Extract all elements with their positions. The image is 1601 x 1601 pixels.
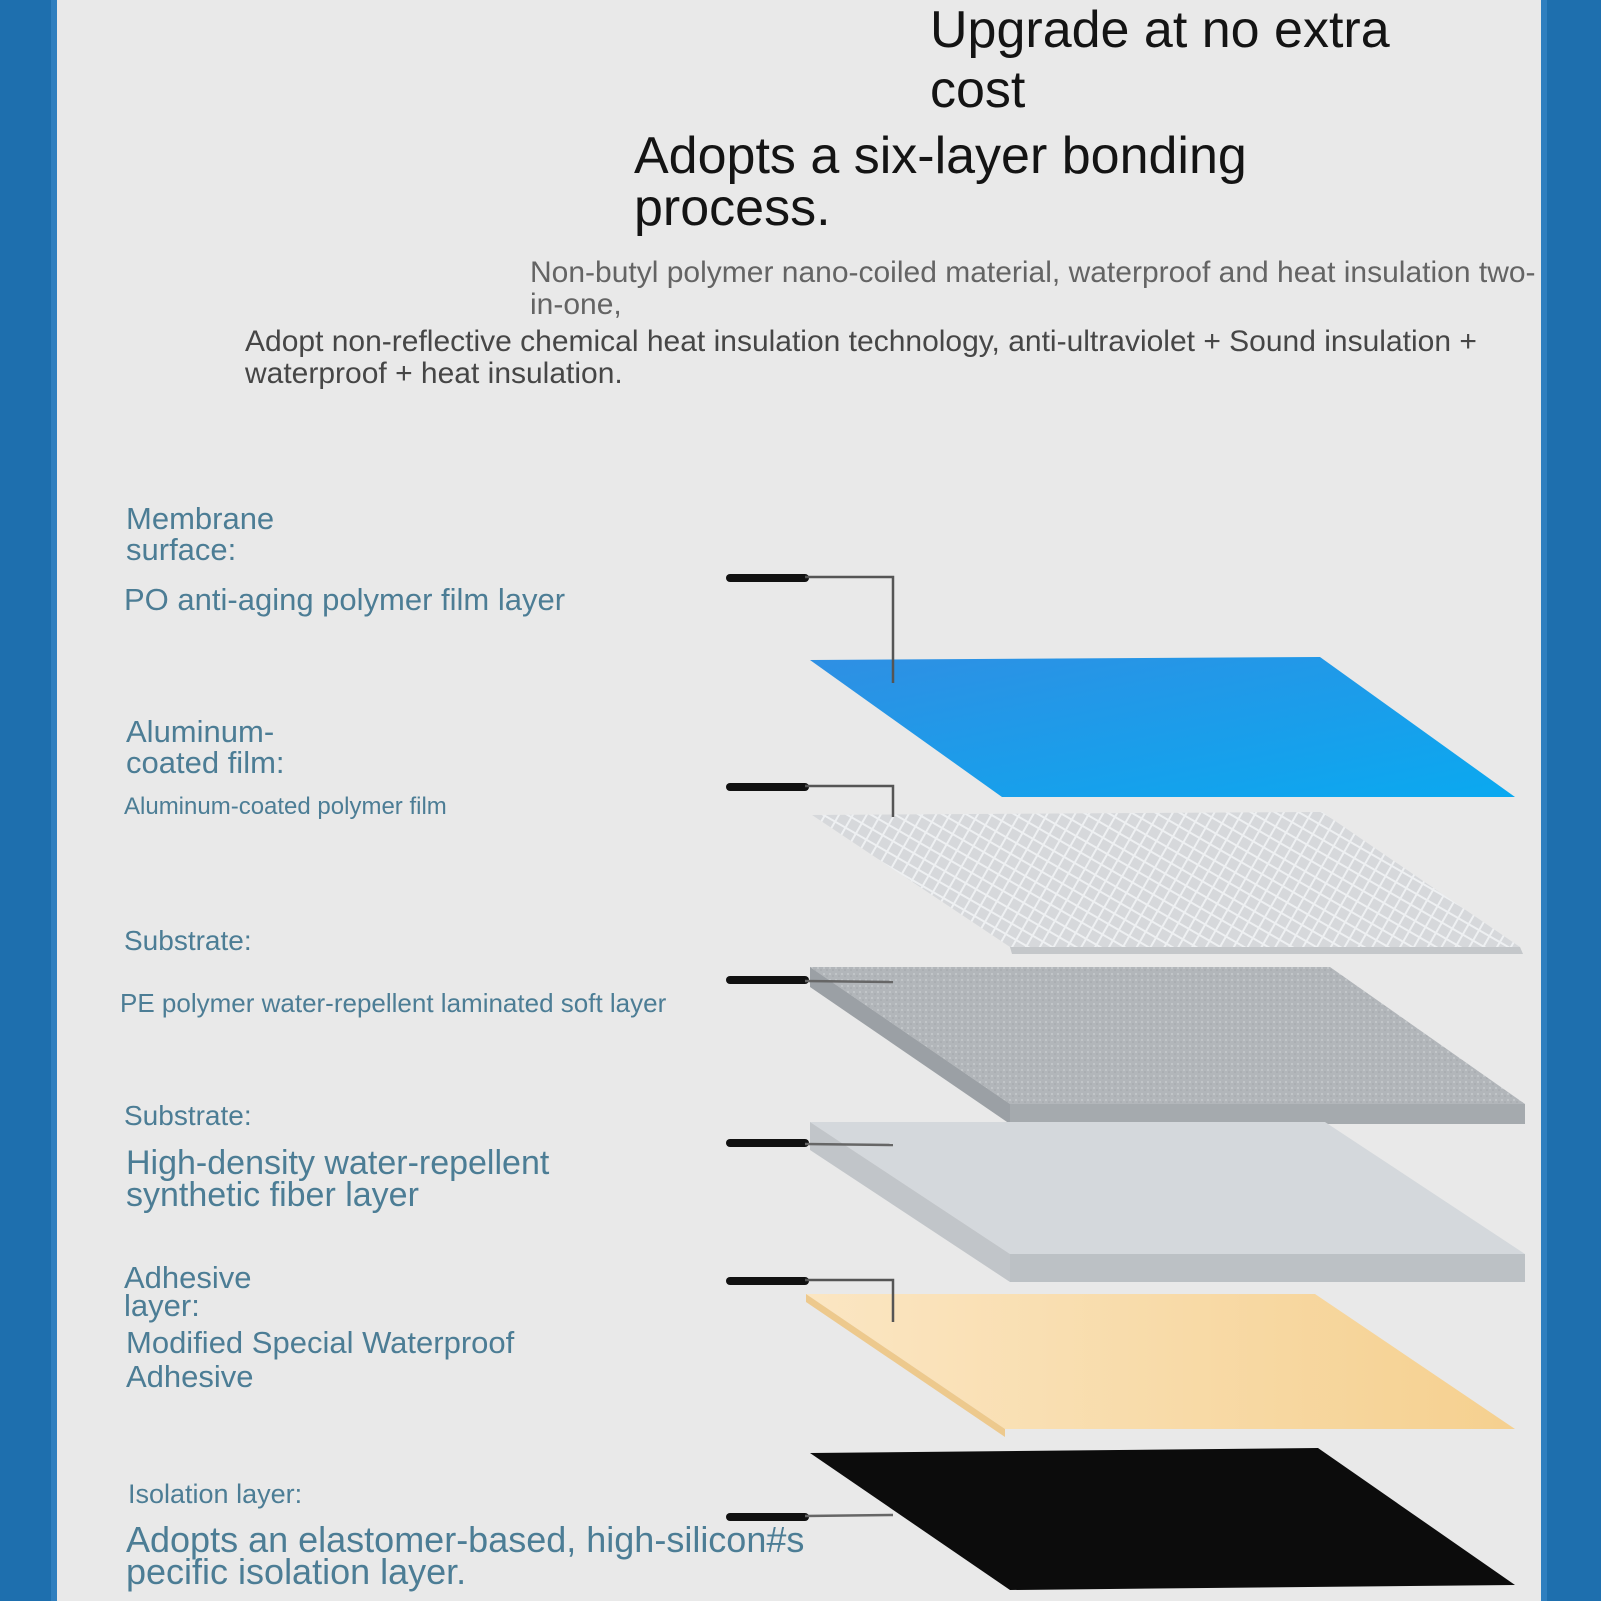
layer-6-heading: Isolation layer:	[128, 1479, 303, 1509]
layer-6-sheet	[810, 1448, 1515, 1590]
layer-1-sheet	[810, 657, 1515, 797]
layer-1-heading: Membrane surface:	[126, 501, 275, 567]
layer-1-detail: PO anti-aging polymer film layer	[124, 582, 566, 617]
layer-2-detail: Aluminum-coated polymer film	[124, 793, 447, 820]
layer-2-sheet	[812, 812, 1520, 947]
layer-3-detail: PE polymer water-repellent laminated soft layer	[120, 988, 667, 1018]
layer-4-detail: High-density water-repellent synthetic fiber layer	[126, 1144, 550, 1214]
layer-5-detail: Modified Special Waterproof Adhesive	[126, 1325, 515, 1394]
description-1: Non-butyl polymer nano-coiled material, waterproof and heat insulation two-in-one,	[530, 256, 1536, 321]
subheadline: Adopts a six-layer bonding process.	[634, 127, 1247, 237]
layer-2-heading: Aluminum-coated film:	[126, 714, 285, 780]
layer-2-edge	[1010, 947, 1523, 954]
layer-5-sheet	[806, 1294, 1515, 1429]
headline: Upgrade at no extra cost	[930, 1, 1390, 119]
layer-4-sheet	[810, 1122, 1525, 1254]
layer-3-front	[1010, 1104, 1525, 1124]
layer-6-detail: Adopts an elastomer-based, high-silicon#specific isolation layer.	[126, 1519, 805, 1592]
callout-leaders	[730, 577, 893, 1517]
layer-5-heading: Adhesive layer:	[124, 1260, 252, 1323]
layer-4-front	[1010, 1254, 1525, 1282]
description-2: Adopt non-reflective chemical heat insulation technology, anti-ultraviolet + Sound insulation + waterproof + heat insulation.	[245, 325, 1477, 390]
layer-4-heading: Substrate:	[124, 1100, 252, 1131]
layer-3-heading: Substrate:	[124, 925, 252, 956]
layer-3-sheet	[810, 967, 1525, 1104]
